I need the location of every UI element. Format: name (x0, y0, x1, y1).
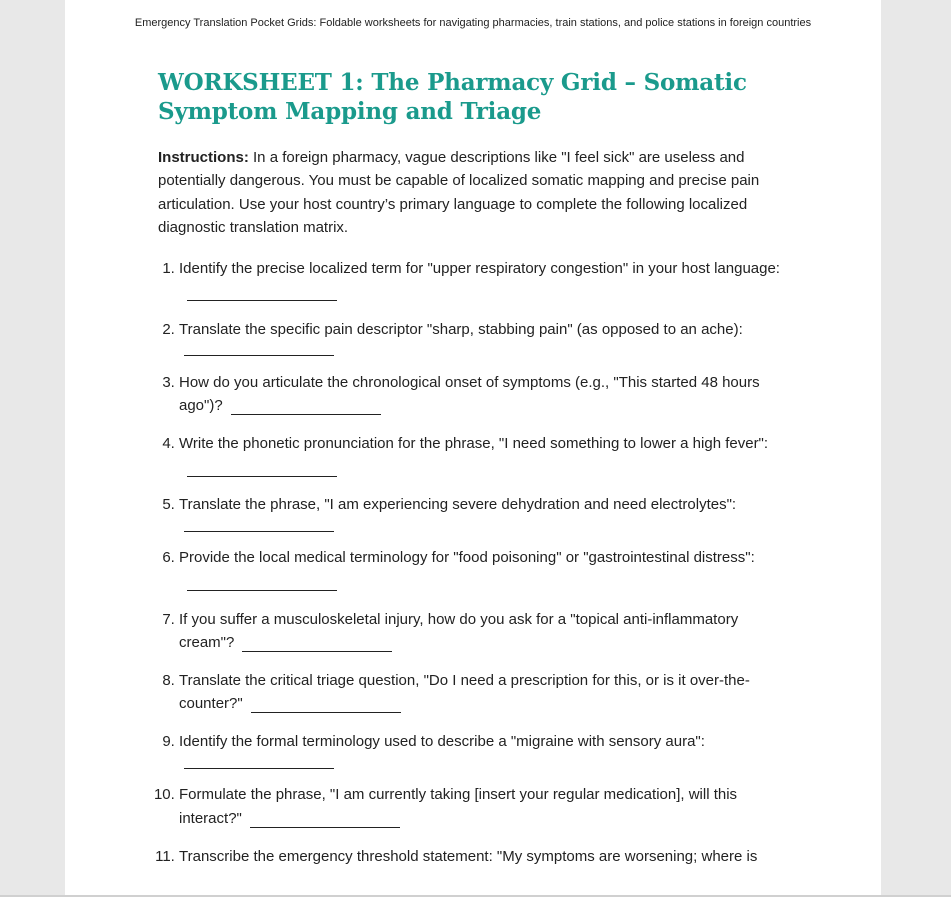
question-item (179, 318, 788, 356)
running-header: Emergency Translation Pocket Grids: Foldable worksheets for navigating pharmacies, train stations, and police stations in foreign countries (134, 17, 812, 29)
question-text: Write the phonetic pronunciation for the phrase, "I need something to lower a high fever": (179, 435, 769, 453)
question-text: Translate the phrase, "I am experiencing severe dehydration and need electrolytes": (179, 496, 737, 514)
worksheet-title: WORKSHEET 1: The Pharmacy Grid – Somatic Symptom Mapping and Triage (158, 69, 747, 125)
instructions-text: In a foreign pharmacy, vague descriptions like "I feel sick" are useless and potentially dangerous. You must be capable of localized somatic mapping and precise pain articulation. Use your host country’s primary language to complete the following localized diagnostic translation matrix. (158, 149, 760, 237)
answer-blank[interactable] (184, 530, 334, 532)
instructions-label: Instructions: (158, 149, 249, 166)
answer-blank[interactable] (231, 413, 381, 415)
answer-blank[interactable] (242, 650, 392, 652)
answer-blank[interactable] (251, 711, 401, 713)
worksheet-content (158, 68, 788, 882)
document-page (65, 0, 881, 897)
answer-blank[interactable] (184, 767, 334, 769)
question-item (179, 730, 788, 768)
question-item (179, 432, 788, 479)
question-item (179, 608, 788, 655)
question-text: Identify the formal terminology used to describe a "migraine with sensory aura": (179, 733, 705, 751)
question-text: Identify the precise localized term for "upper respiratory congestion" in your host language: (179, 259, 780, 277)
question-text: Formulate the phrase, "I am currently taking [insert your regular medication], will this interact?" (179, 786, 738, 827)
question-text: How do you articulate the chronological onset of symptoms (e.g., "This started 48 hours ago")? (179, 373, 760, 415)
question-text: Provide the local medical terminology for "food poisoning" or "gastrointestinal distress": (179, 549, 755, 567)
question-item (179, 669, 788, 716)
question-item (179, 546, 788, 593)
answer-blank[interactable] (250, 826, 400, 828)
question-text: Translate the specific pain descriptor "sharp, stabbing pain" (as opposed to an ache): (179, 320, 743, 338)
question-text: Translate the critical triage question, "Do I need a prescription for this, or is it over-the-counter?" (179, 672, 750, 713)
instructions-paragraph (158, 146, 788, 240)
question-item (179, 783, 788, 830)
answer-blank[interactable] (187, 589, 337, 591)
answer-blank[interactable] (187, 475, 337, 477)
question-item (179, 257, 788, 304)
question-text: If you suffer a musculoskeletal injury, how do you ask for a "topical anti-inflammatory cream"? (179, 610, 739, 652)
answer-blank[interactable] (184, 354, 334, 356)
question-item (179, 845, 788, 868)
question-text: Transcribe the emergency threshold statement: "My symptoms are worsening; where is (179, 847, 758, 865)
question-item (179, 493, 788, 531)
question-item (179, 371, 788, 418)
answer-blank[interactable] (187, 299, 337, 301)
question-list (158, 257, 788, 868)
